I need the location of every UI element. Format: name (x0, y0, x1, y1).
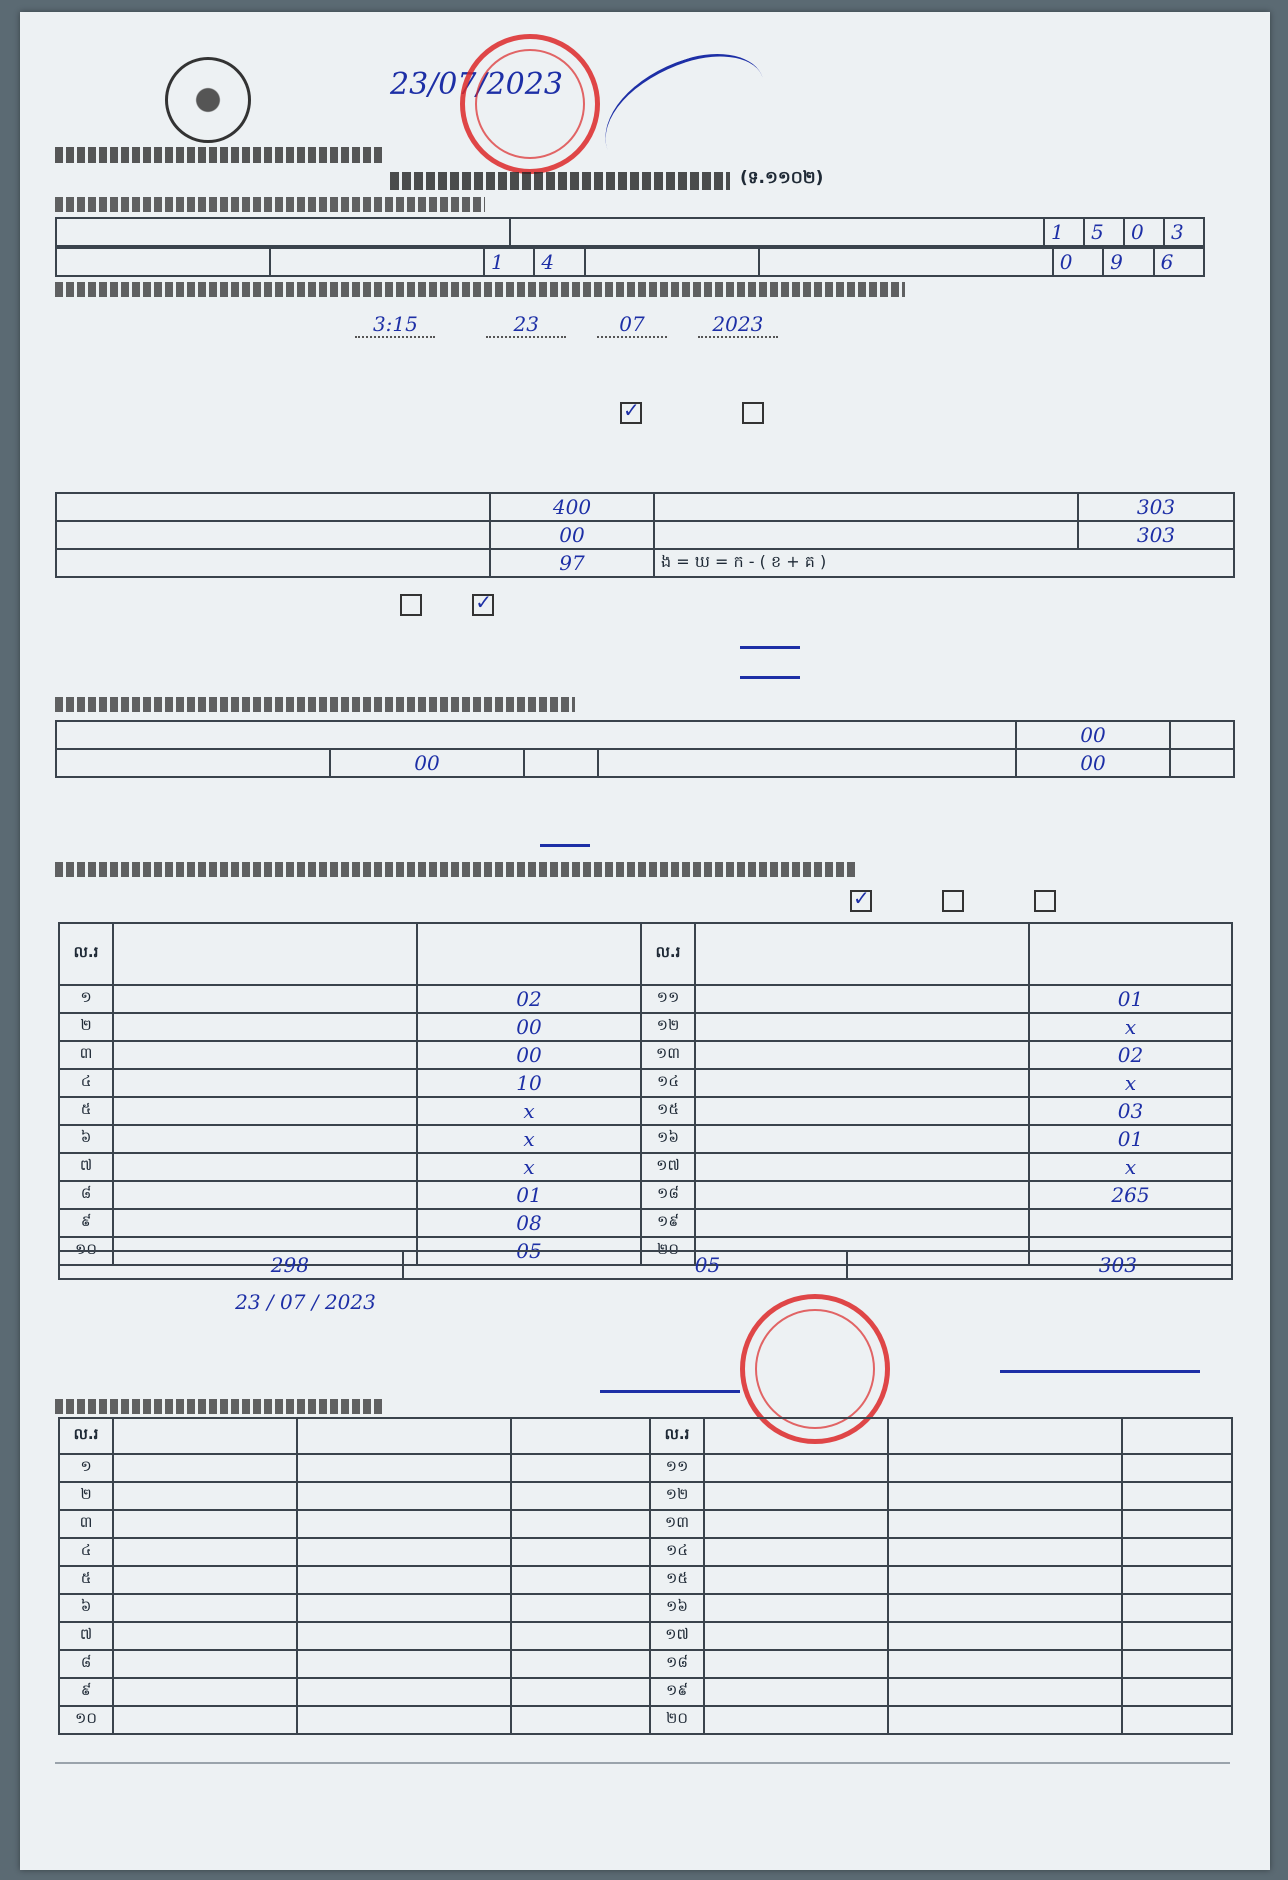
valid-total-label (59, 1251, 403, 1279)
witness-signature (1122, 1622, 1232, 1650)
witness-party (297, 1650, 511, 1678)
witness-name (704, 1650, 888, 1678)
party-votes: 08 (417, 1209, 641, 1237)
party-votes: 01 (417, 1181, 641, 1209)
party-votes: 05 (417, 1237, 641, 1265)
discrepancy-line (400, 594, 494, 616)
col-name-header (704, 1418, 888, 1454)
table-row (59, 1510, 1232, 1538)
commune-label (585, 248, 759, 276)
witness-signature (511, 1566, 650, 1594)
row-number: ២ (59, 1013, 113, 1041)
table-row (59, 1650, 1232, 1678)
col-party-header (113, 923, 417, 985)
month-value: 07 (597, 312, 667, 338)
row-number: ៨ (59, 1650, 113, 1678)
witness-party (888, 1706, 1122, 1734)
received-ballots-label (56, 493, 490, 521)
witness-party (888, 1594, 1122, 1622)
damaged-ballots-value: 00 (490, 521, 654, 549)
witness-signature (1122, 1650, 1232, 1678)
witness-party (297, 1622, 511, 1650)
row-number: ៧ (59, 1622, 113, 1650)
witness-signature (1122, 1538, 1232, 1566)
party-votes: x (417, 1125, 641, 1153)
province-digit: 1 (484, 248, 534, 276)
row-number: ៤ (59, 1538, 113, 1566)
witness-party (297, 1454, 511, 1482)
witness-party (888, 1510, 1122, 1538)
seal-checkbox-line (620, 402, 764, 424)
cases-unit (1170, 749, 1234, 777)
emblem-icon (165, 57, 251, 143)
received-date: 23/07/2023 (390, 67, 563, 102)
discrepancy-no-checkbox[interactable] (472, 594, 494, 616)
row-number: ១៥ (650, 1566, 704, 1594)
secretary-signature (1000, 1342, 1200, 1373)
party-votes: x (1029, 1153, 1232, 1181)
valid-total-value: 298 (270, 1253, 309, 1277)
row-number: ១៣ (650, 1510, 704, 1538)
resolved-value: 00 (330, 749, 524, 777)
witness-name (704, 1706, 888, 1734)
witness-name (113, 1678, 297, 1706)
col-votes-header (417, 923, 641, 985)
table-row (59, 1482, 1232, 1510)
commune-digit: 9 (1103, 248, 1153, 276)
witness-signature (511, 1510, 650, 1538)
witness-signature (511, 1482, 650, 1510)
party-name (113, 1209, 417, 1237)
witness-signature (511, 1650, 650, 1678)
party-name (695, 1097, 1029, 1125)
section4-heading (55, 862, 855, 877)
party-votes: x (1029, 1069, 1232, 1097)
witness-party (297, 1538, 511, 1566)
complaints-total-value: 00 (1016, 721, 1170, 749)
witness-name (704, 1454, 888, 1482)
row-number: ១ (59, 985, 113, 1013)
row-number: ១៦ (650, 1594, 704, 1622)
resolved-label (56, 749, 330, 777)
table-row (59, 1069, 1232, 1097)
time-value: 3:15 (355, 312, 435, 338)
witness-signature (1122, 1566, 1232, 1594)
witness-party (297, 1678, 511, 1706)
col-signature-header (511, 1418, 650, 1454)
party-votes: x (417, 1097, 641, 1125)
witness-party (297, 1594, 511, 1622)
party-votes: 10 (417, 1069, 641, 1097)
party-votes: 02 (1029, 1041, 1232, 1069)
office-name-label (56, 218, 510, 246)
official-stamp-top (460, 34, 600, 174)
table-row (59, 1706, 1232, 1734)
three-sheet-checkbox[interactable] (1034, 890, 1056, 912)
one-sheet-checkbox[interactable] (850, 890, 872, 912)
voters-value: 303 (1078, 493, 1234, 521)
witness-party (297, 1706, 511, 1734)
note-scribble (740, 624, 800, 649)
witness-party (297, 1566, 511, 1594)
witness-name (113, 1594, 297, 1622)
witness-name (704, 1482, 888, 1510)
row-number: ១២ (650, 1482, 704, 1510)
row-number: ១៧ (650, 1622, 704, 1650)
row-number: ១២ (641, 1013, 695, 1041)
seal-intact-checkbox[interactable] (620, 402, 642, 424)
witness-signature (511, 1594, 650, 1622)
table-row (59, 1454, 1232, 1482)
discrepancy-yes-checkbox[interactable] (400, 594, 422, 616)
office-digit: 5 (1084, 218, 1124, 246)
cases-unit (524, 749, 598, 777)
row-number: ២០ (641, 1237, 695, 1265)
province-label (56, 248, 270, 276)
witness-name (704, 1622, 888, 1650)
section3-heading (55, 697, 575, 712)
col-no-header: ល.រ (650, 1418, 704, 1454)
table-row (59, 1538, 1232, 1566)
witness-signature (1122, 1454, 1232, 1482)
province-digit: 4 (534, 248, 584, 276)
row-number: ១០ (59, 1706, 113, 1734)
witness-name (704, 1594, 888, 1622)
party-name (113, 985, 417, 1013)
row-number: ២ (59, 1482, 113, 1510)
table-row (59, 1125, 1232, 1153)
witness-signature (1122, 1706, 1232, 1734)
row-number: ៥ (59, 1097, 113, 1125)
party-votes: 00 (417, 1013, 641, 1041)
unused-ballots-label (56, 549, 490, 577)
office-digit: 1 (1044, 218, 1084, 246)
witness-party (888, 1482, 1122, 1510)
row-number: ១១ (650, 1454, 704, 1482)
seal-broken-checkbox[interactable] (742, 402, 764, 424)
row-number: ៦ (59, 1594, 113, 1622)
row-number: ៩ (59, 1678, 113, 1706)
party-votes-table (58, 922, 1233, 1266)
section1-row2 (55, 247, 1205, 277)
party-name (113, 1125, 417, 1153)
col-signature-header (1122, 1418, 1232, 1454)
witness-party (888, 1454, 1122, 1482)
row-number: ៤ (59, 1069, 113, 1097)
row-number: ១៩ (650, 1678, 704, 1706)
party-name (113, 1069, 417, 1097)
section1-heading (55, 197, 485, 212)
section5-heading (55, 1399, 385, 1414)
row-number: ១៤ (641, 1069, 695, 1097)
row-number: ១៦ (641, 1125, 695, 1153)
witness-name (113, 1706, 297, 1734)
table-row (59, 1041, 1232, 1069)
party-name (695, 1125, 1029, 1153)
party-votes (1029, 1209, 1232, 1237)
footer-divider (55, 1762, 1230, 1764)
witness-signature (1122, 1510, 1232, 1538)
witness-name (113, 1454, 297, 1482)
note-scribble (540, 822, 590, 847)
row-number: ៣ (59, 1510, 113, 1538)
party-votes: 01 (1029, 985, 1232, 1013)
date-line (120, 1290, 376, 1314)
party-name (695, 1013, 1029, 1041)
party-name (113, 1097, 417, 1125)
party-name (695, 1069, 1029, 1097)
witness-signature (1122, 1594, 1232, 1622)
two-sheet-checkbox[interactable] (942, 890, 964, 912)
row-number: ៥ (59, 1566, 113, 1594)
commune-value (759, 248, 1053, 276)
witness-name (113, 1538, 297, 1566)
table-row (59, 1566, 1232, 1594)
voters-label (654, 493, 1078, 521)
form-sheet (20, 12, 1270, 1870)
invalid-total-value: 05 (694, 1253, 721, 1277)
witness-party (888, 1566, 1122, 1594)
tally-sheet-checkboxes (850, 890, 1056, 912)
party-votes: x (1029, 1013, 1232, 1041)
witness-name (113, 1650, 297, 1678)
row-number: ១៩ (641, 1209, 695, 1237)
year-value: 2023 (698, 312, 778, 338)
table-row (59, 1594, 1232, 1622)
party-votes: 01 (1029, 1125, 1232, 1153)
committee-header (55, 147, 385, 163)
witness-name (704, 1566, 888, 1594)
col-party-header (297, 1418, 511, 1454)
province-value (270, 248, 484, 276)
col-no-header: ល.រ (59, 923, 113, 985)
invalid-total-label (403, 1251, 847, 1279)
note-scribble (740, 654, 800, 679)
witness-name (113, 1510, 297, 1538)
row-number: ១៥ (641, 1097, 695, 1125)
party-votes: 265 (1029, 1181, 1232, 1209)
party-name (695, 1181, 1029, 1209)
ballots-in-box-label (654, 521, 1078, 549)
received-ballots-value: 400 (490, 493, 654, 521)
table-row (59, 1678, 1232, 1706)
party-name (113, 1153, 417, 1181)
cases-unit (1170, 721, 1234, 749)
witness-party (888, 1622, 1122, 1650)
complaints-total-label (56, 721, 1016, 749)
party-name (695, 985, 1029, 1013)
office-name-value (510, 218, 1044, 246)
witness-table (58, 1417, 1233, 1735)
forwarded-value: 00 (1016, 749, 1170, 777)
col-no-header: ល.រ (641, 923, 695, 985)
form-title (390, 172, 730, 190)
witness-name (113, 1566, 297, 1594)
party-name (695, 1153, 1029, 1181)
witness-party (297, 1510, 511, 1538)
row-number: ១៨ (641, 1181, 695, 1209)
table-row (59, 1153, 1232, 1181)
section2-heading (55, 282, 905, 297)
witness-signature (1122, 1482, 1232, 1510)
row-number: ៧ (59, 1153, 113, 1181)
row-number: ៩ (59, 1209, 113, 1237)
col-party-header (888, 1418, 1122, 1454)
col-name-header (113, 1418, 297, 1454)
party-name (113, 1013, 417, 1041)
count-date: 23 / 07 / 2023 (235, 1290, 376, 1314)
witness-name (704, 1538, 888, 1566)
witness-party (888, 1678, 1122, 1706)
witness-signature (511, 1706, 650, 1734)
party-name (695, 1209, 1029, 1237)
witness-signature (511, 1538, 650, 1566)
party-name (113, 1181, 417, 1209)
damaged-ballots-label (56, 521, 490, 549)
day-value: 23 (486, 312, 566, 338)
witness-party (888, 1538, 1122, 1566)
witness-party (297, 1482, 511, 1510)
table-row (59, 1209, 1232, 1237)
witness-signature (511, 1622, 650, 1650)
commune-digit: 6 (1154, 248, 1204, 276)
office-digit: 0 (1124, 218, 1164, 246)
party-name (113, 1041, 417, 1069)
row-number: ១៣ (641, 1041, 695, 1069)
verification-line (100, 312, 1220, 338)
witness-name (704, 1678, 888, 1706)
commune-digit: 0 (1053, 248, 1103, 276)
row-number: ១១ (641, 985, 695, 1013)
witness-name (704, 1510, 888, 1538)
row-number: ១០ (59, 1237, 113, 1265)
formula: ង = ឃ = ក - ( ខ + គ ) (654, 549, 1234, 577)
form-code: (ទ.១១០២) (740, 168, 824, 188)
witness-party (888, 1650, 1122, 1678)
table-row (59, 985, 1232, 1013)
table-row (59, 1181, 1232, 1209)
witness-name (113, 1622, 297, 1650)
party-votes: 03 (1029, 1097, 1232, 1125)
table-row (59, 1013, 1232, 1041)
party-votes: x (417, 1153, 641, 1181)
vote-totals-row (58, 1250, 1233, 1280)
box-total-value: 303 (1098, 1253, 1137, 1277)
complaints-table (55, 720, 1235, 778)
witness-signature (511, 1678, 650, 1706)
section1-table (55, 217, 1205, 247)
col-party-header (695, 923, 1029, 985)
col-votes-header (1029, 923, 1232, 985)
ballots-in-box-value: 303 (1078, 521, 1234, 549)
party-votes: 02 (417, 985, 641, 1013)
table-row (59, 1097, 1232, 1125)
ballot-count-table (55, 492, 1235, 578)
forwarded-label (598, 749, 1016, 777)
witness-name (113, 1482, 297, 1510)
row-number: ៦ (59, 1125, 113, 1153)
chair-signature (600, 1362, 740, 1393)
row-number: ១៨ (650, 1650, 704, 1678)
col-no-header: ល.រ (59, 1418, 113, 1454)
party-name (695, 1041, 1029, 1069)
row-number: ២០ (650, 1706, 704, 1734)
box-total-label (847, 1251, 1232, 1279)
unused-ballots-value: 97 (490, 549, 654, 577)
table-row (59, 1622, 1232, 1650)
row-number: ១ (59, 1454, 113, 1482)
witness-signature (511, 1454, 650, 1482)
party-votes: 00 (417, 1041, 641, 1069)
witness-signature (1122, 1678, 1232, 1706)
row-number: ៨ (59, 1181, 113, 1209)
row-number: ១៧ (641, 1153, 695, 1181)
office-digit: 3 (1164, 218, 1204, 246)
row-number: ៣ (59, 1041, 113, 1069)
row-number: ១៤ (650, 1538, 704, 1566)
